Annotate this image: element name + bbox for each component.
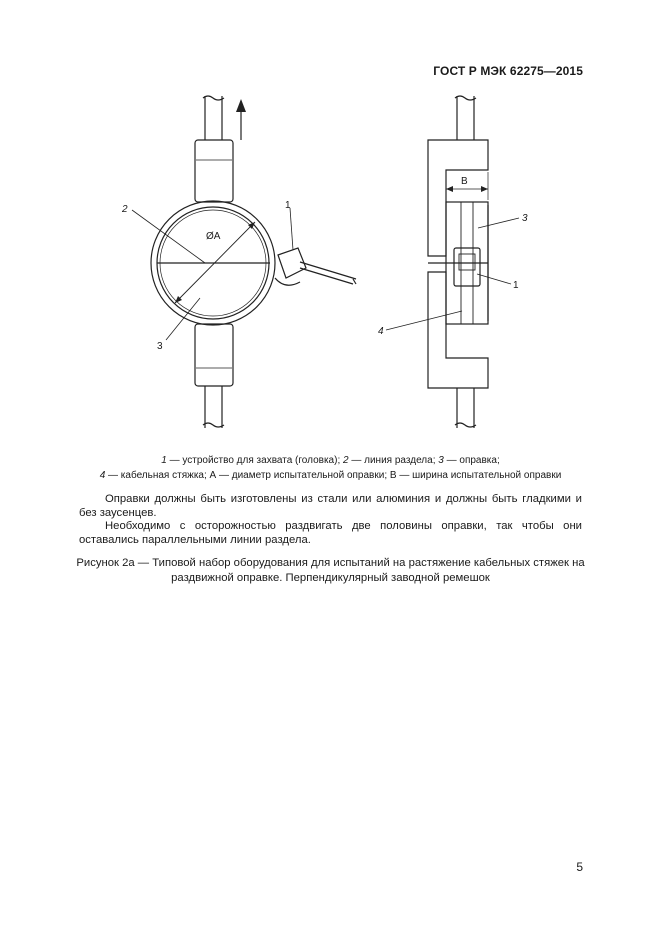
- legend-line-2: 4 — кабельная стяжка; А — диаметр испытательной оправки; В — ширина испытательной оправки: [99, 470, 562, 481]
- left-upper-holder: [195, 140, 233, 202]
- label-right-grip: 1: [513, 280, 519, 291]
- legend-line-1: 1 — устройство для захвата (головка); 2 — линия раздела; 3 — оправка;: [161, 455, 500, 466]
- label-grip: 1: [285, 200, 291, 211]
- label-right-mandrel: 3: [522, 213, 528, 224]
- left-bottom-rod: [203, 386, 224, 428]
- body-paragraph-2: Необходимо с осторожностью раздвигать две половины оправки, так чтобы они оставались параллельными линии раздела.: [79, 520, 582, 546]
- right-grip-head: [454, 248, 480, 286]
- label-diameter: ØA: [206, 231, 221, 242]
- standard-header: ГОСТ Р МЭК 62275—2015: [433, 64, 583, 78]
- left-top-rod: [203, 96, 224, 140]
- label-split-line: 2: [122, 204, 128, 215]
- right-upper-bracket: [428, 140, 488, 256]
- body-paragraph-1: Оправки должны быть изготовлены из стали или алюминия и должны быть гладкими и без заусенцев.: [79, 493, 582, 519]
- page-number: 5: [576, 860, 583, 874]
- label-width: B: [461, 176, 468, 187]
- figure-caption: [60, 556, 601, 586]
- label-cable-tie: 4: [378, 326, 384, 337]
- caption-line-1: Рисунок 2а — Типовой набор оборудования для испытаний на растяжение кабельных стяжек на: [76, 557, 585, 569]
- right-lower-bracket: [428, 272, 488, 388]
- right-top-rod: [455, 96, 476, 140]
- figure-legend: [60, 453, 601, 483]
- test-setup-figure: [0, 0, 661, 440]
- label-mandrel: 3: [157, 341, 163, 352]
- caption-line-2: раздвижной оправке. Перпендикулярный заводной ремешок: [171, 572, 490, 584]
- left-lower-holder: [195, 324, 233, 386]
- right-bottom-rod: [455, 388, 476, 428]
- pull-arrow-icon: [236, 99, 246, 140]
- left-grip-head: [275, 248, 356, 285]
